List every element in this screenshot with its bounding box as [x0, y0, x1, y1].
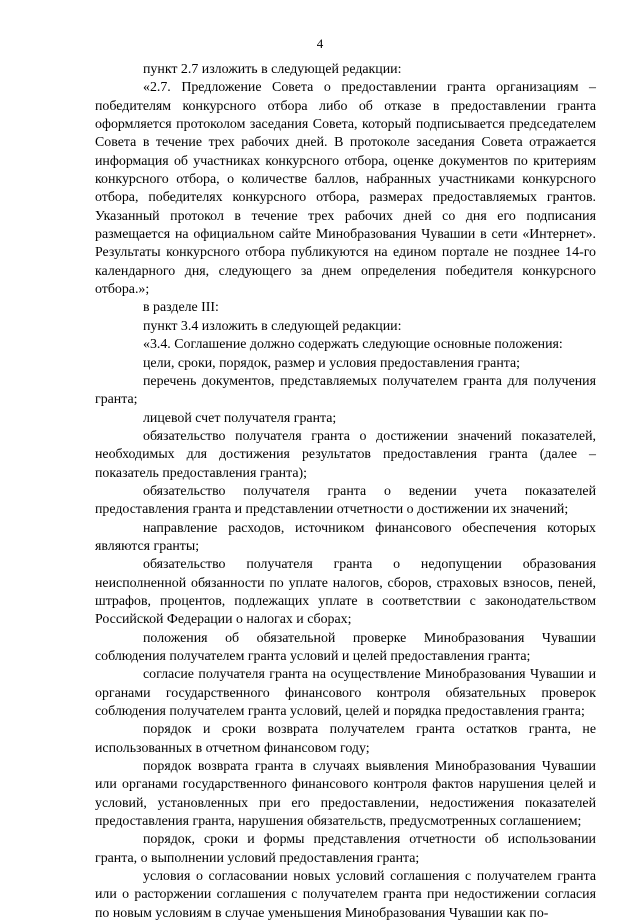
paragraph: обязательство получателя гранта о ведении учета показателей предоставления гранта и представлении отчетности о достижении их значений; [95, 483, 596, 518]
paragraph: пункт 3.4 изложить в следующей редакции: [143, 318, 402, 334]
paragraph: положения об обязательной проверке Минобразования Чувашии соблюдения получателем гранта условий и целей предоставления гранта; [95, 630, 596, 664]
paragraph: перечень документов, представляемых получателем гранта для получения гранта; [95, 373, 596, 408]
paragraph: лицевой счет получателя гранта; [143, 410, 337, 426]
paragraph: порядок, сроки и формы представления отчетности об использовании гранта, о выполнении условий предоставления гранта; [95, 832, 596, 866]
paragraph: порядок и сроки возврата получателем гранта остатков гранта, не использованных в отчетном финансовом году; [95, 722, 596, 756]
paragraph: согласие получателя гранта на осуществление Минобразования Чувашии и органами государственного финансового контроля обязательных проверок соблюдения получателем гранта условий, целей и порядка предоставления гранта; [95, 667, 596, 720]
paragraph: цели, сроки, порядок, размер и условия предоставления гранта; [143, 355, 521, 371]
paragraph: обязательство получателя гранта о достижении значений показателей, необходимых для достижения результатов предоставления гранта (далее – показатель предоставления гранта); [95, 428, 596, 481]
paragraph: «2.7. Предложение Совета о предоставлении гранта организациям – победителям конкурсного отбора либо об отказе в предоставлении гранта оформляется протоколом заседания Совета, который подписывается председателем Совета в течение трех рабочих дней. В протоколе заседания Совета отражается информация об участниках конкурсного отбора, оценке документов по критериям конкурсного отбора, о количестве баллов, набранных участниками конкурсного отбора, победителях конкурсного отбора, размерах предоставляемых грантов. Указанный протокол в течение трех рабочих дней со дня его подписания размещается на официальном сайте Минобразования Чувашии в сети «Интернет». Результаты конкурсного отбора публикуются на едином портале не позднее 14-го календарного дня, следующего за днем определения победителя конкурсного отбора.»; [95, 80, 596, 298]
paragraph: пункт 2.7 изложить в следующей редакции: [143, 62, 402, 77]
paragraph: условия о согласовании новых условий соглашения с получателем гранта или о расторжении соглашения с получателем гранта при недостижении согласия по новым условиям в случае уменьшения Минобразования Чувашии как по- [95, 869, 596, 921]
document-body [95, 61, 596, 923]
page-number: 4 [316, 36, 324, 51]
paragraph: обязательство получателя гранта о недопущении образования неисполненной обязанности по уплате налогов, сборов, страховых взносов, пеней, штрафов, процентов, подлежащих уплате в соответствии с законодательством Российской Федерации о налогах и сборах; [95, 557, 596, 628]
paragraph: направление расходов, источником финансового обеспечения которых являются гранты; [95, 520, 596, 554]
paragraph: «3.4. Соглашение должно содержать следующие основные положения: [143, 337, 563, 353]
paragraph: в разделе III: [143, 300, 219, 316]
paragraph: порядок возврата гранта в случаях выявления Минобразования Чувашии или органами государственного финансового контроля фактов нарушения целей и условий, установленных при его предоставлении, недостижения показателей предоставления гранта, нарушения обязательств, предусмотренных соглашением; [95, 759, 596, 830]
